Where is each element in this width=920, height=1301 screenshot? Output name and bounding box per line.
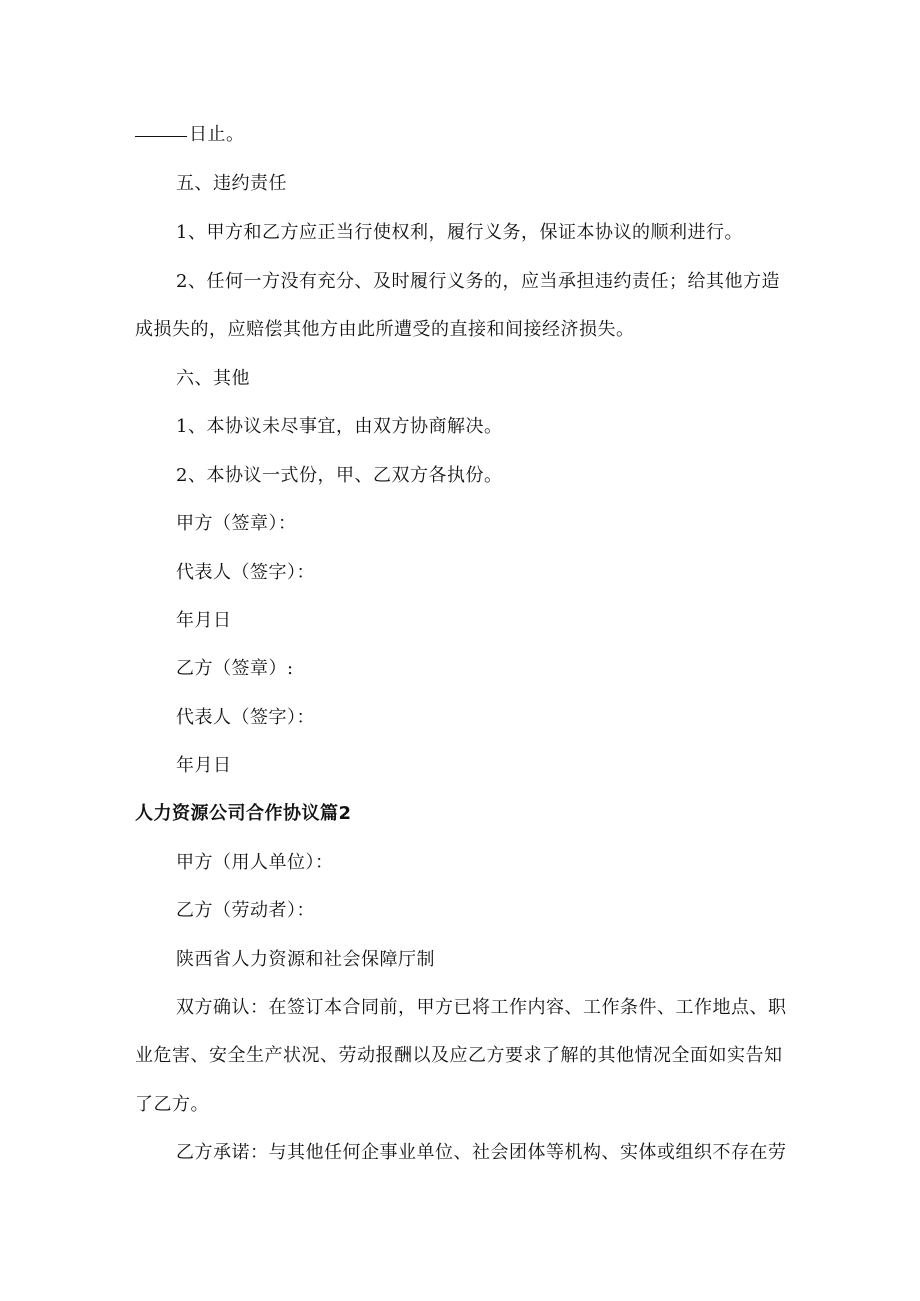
clause-6-1: 1、本协议未尽事宜，由双方协商解决。	[176, 416, 503, 437]
party-b-seal: 乙方（签章）:	[176, 658, 294, 679]
confirmation-line2: 业危害、安全生产状况、劳动报酬以及应乙方要求了解的其他情况全面如实告知	[135, 1045, 783, 1066]
party-a-seal: 甲方（签章）：	[176, 513, 297, 534]
employee-line: 乙方（劳动者）：	[176, 900, 315, 921]
article-2-title: 人力资源公司合作协议篇2	[135, 803, 352, 824]
commitment-line1: 乙方承诺：与其他任何企事业单位、社会团体等机构、实体或组织不存在劳	[176, 1142, 787, 1163]
confirmation-line3: 了乙方。	[135, 1094, 209, 1115]
date-end-line	[135, 123, 245, 147]
party-a-representative: 代表人（签字）：	[176, 562, 315, 583]
party-b-date: 年月日	[176, 755, 232, 776]
date-end-text: 日止。	[189, 124, 245, 145]
clause-6-2: 2、本协议一式份，甲、乙双方各执份。	[176, 465, 503, 486]
party-b-representative: 代表人（签字）：	[176, 707, 315, 728]
employer-line: 甲方（用人单位）：	[176, 852, 334, 873]
section-six-heading: 六、其他	[176, 368, 250, 389]
confirmation-line1: 双方确认：在签订本合同前，甲方已将工作内容、工作条件、工作地点、职	[176, 997, 787, 1018]
issuer-line: 陕西省人力资源和社会保障厅制	[176, 949, 435, 970]
section-five-heading: 五、违约责任	[176, 173, 287, 194]
clause-5-2-line2: 成损失的，应赔偿其他方由此所遭受的直接和间接经济损失。	[135, 319, 635, 340]
clause-5-2-line1: 2、任何一方没有充分、及时履行义务的，应当承担违约责任；给其他方造	[176, 271, 780, 292]
party-a-date: 年月日	[176, 610, 232, 631]
clause-5-1: 1、甲方和乙方应正当行使权利，履行义务，保证本协议的顺利进行。	[176, 222, 743, 243]
blank-underline	[135, 136, 187, 137]
